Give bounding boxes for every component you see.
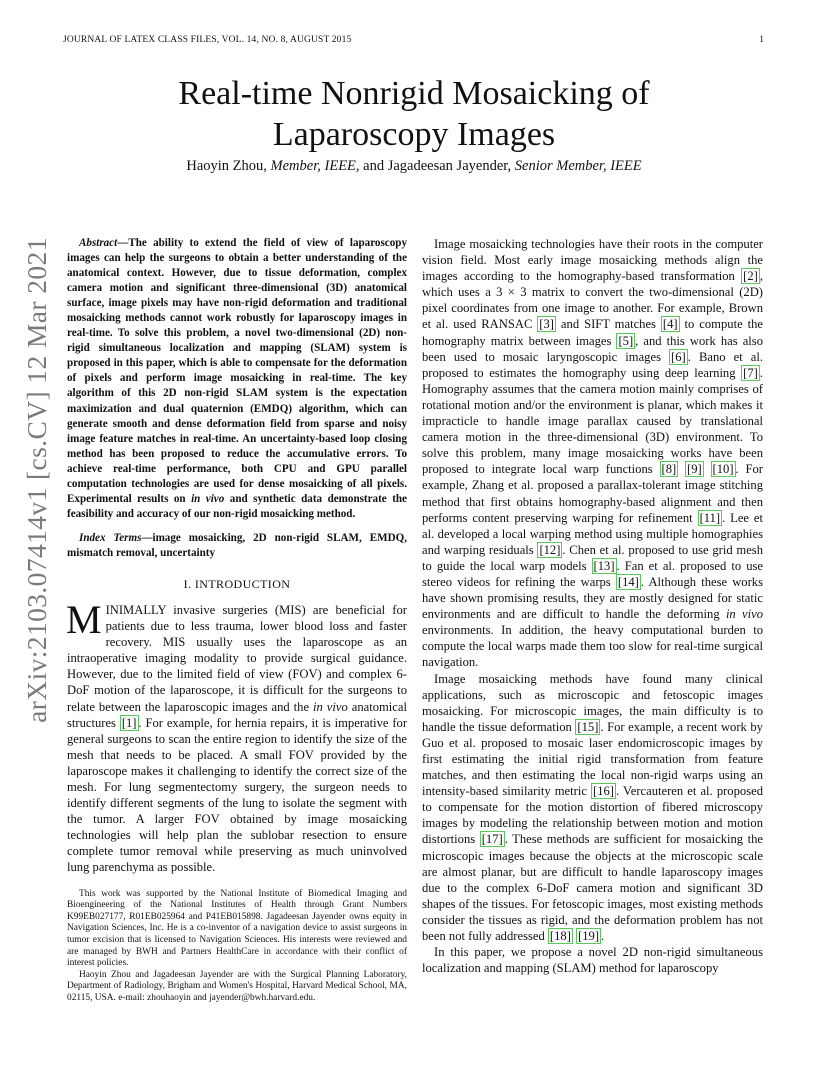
text-run: , which uses a 3 × 3 matrix to convert the two-dimensional (2D) pixel coordinates from one image to another. For example, Brown et al. used RANSAC: [422, 269, 763, 332]
text-run: . Bano et al. proposed to estimates the homography using deep learning: [422, 349, 763, 380]
intro-italic: in vivo: [313, 699, 348, 714]
citation-link[interactable]: [11]: [699, 510, 721, 525]
arxiv-stamp[interactable]: [19, 237, 55, 723]
citation-link[interactable]: [8]: [661, 462, 677, 477]
text-run: . Chen et al. proposed to use grid mesh to guide the local warp models: [422, 542, 763, 573]
text-run: . Homography assumes that the camera motion mainly comprises of rotational motion and/or the environment is planar, which makes it impracticle to handle image parallax caused by translational camera motion in the three-dimensional (3D) environment. To solve this problem, many image mosaicking works have been proposed to integrate local warp functions: [422, 365, 763, 477]
index-terms: [67, 531, 407, 561]
citation-link[interactable]: [5]: [618, 333, 634, 348]
abstract-text-2: and synthetic data demonstrate the feasibility and accuracy of our non-rigid mosaicking method.: [67, 492, 407, 520]
text-run: Image mosaicking technologies have their roots in the computer vision field. Most early image mosaicking methods align the images according to the homography-based transformation: [422, 237, 763, 284]
citation-link[interactable]: [12]: [539, 542, 561, 557]
title-line-1: Real-time Nonrigid Mosaicking of: [178, 75, 650, 112]
author-2: and Jagadeesan Jayender,: [359, 158, 515, 174]
citation-link[interactable]: [2]: [743, 269, 758, 284]
text-run: . These methods are sufficient for mosaicking the microscopic images because the objects at the microscopic scale are almost planar, but are difficult to handle laparoscopy images due to the complex 6-DoF camera motion and significant 3D shapes of the tissues. For fetoscopic images, most existing methods consider the tissues as rigid, and the deformation problem has not been not fully addressed: [422, 832, 764, 944]
text-run: . For example, Zhang et al. proposed a parallax-tolerant image stitching method that first obtains homography-based alignment and then performs content preserving warping for refinement: [422, 462, 763, 525]
abstract: [67, 236, 407, 522]
citation-link[interactable]: [15]: [577, 719, 599, 734]
dropcap-letter: M: [66, 596, 102, 642]
citation-link[interactable]: [3]: [539, 317, 554, 332]
citation-link[interactable]: [14]: [617, 574, 639, 589]
right-column: [422, 236, 763, 976]
section-heading-introduction: I. INTRODUCTION: [183, 576, 291, 591]
italic-run: in vivo: [725, 607, 763, 622]
paper-title: [130, 73, 698, 155]
author-list: [130, 158, 698, 175]
footnotes: [67, 889, 407, 1005]
citation-link[interactable]: [16]: [593, 784, 614, 799]
index-terms-text: —image mosaicking, 2D non-rigid SLAM, EMDQ, mismatch removal, uncertainty: [67, 531, 407, 559]
right-paragraph-1: [422, 236, 763, 671]
intro-text-b: anatomical structures: [67, 699, 407, 730]
intro-text-a: INIMALLY invasive surgeries (MIS) are beneficial for patients due to less trauma, lower blood loss and faster recovery. MIS usually uses the laparoscope as an intraoperative imaging modality to provide surgical guidance. However, due to the limited field of view (FOV) and complex 6-DoF motion of the laparoscope, it is difficult for the surgeons to relate between the laparoscopic images and the: [67, 602, 407, 714]
left-column: [67, 236, 407, 1005]
footnote-affiliation: Haoyin Zhou and Jagadeesan Jayender are with the Surgical Planning Laboratory, Department of Radiology, Brigham and Women's Hospital, Harvard Medical School, MA, 02115, USA. e-mail: zhouhaoyin and jayender@bwh.harvard.edu.: [67, 969, 407, 1003]
text-run: . Fan et al. proposed to use stereo videos for refining the warps: [422, 558, 763, 589]
intro-paragraph-1: [66, 596, 408, 876]
text-run: . Lee et al. developed a local warping method using multiple homographies and warping residuals: [422, 510, 763, 557]
abstract-italic: in vivo: [191, 492, 225, 505]
citation-link[interactable]: [7]: [743, 365, 758, 380]
text-run: environments. In addition, the heavy computational burden to compute the local warps made them too slow for real-time surgical navigation.: [422, 623, 763, 670]
text-run: .: [601, 929, 605, 944]
journal-header: JOURNAL OF LATEX CLASS FILES, VOL. 14, NO. 8, AUGUST 2015: [63, 35, 352, 45]
citation-link[interactable]: [17]: [481, 832, 503, 847]
citation-link[interactable]: [9]: [687, 462, 702, 477]
arxiv-stamp-text: arXiv:2103.07414v1 [cs.CV] 12 Mar 2021: [21, 237, 53, 723]
text-run: and SIFT matches: [555, 317, 661, 332]
page-number: 1: [759, 35, 764, 45]
citation-link[interactable]: [18]: [549, 929, 571, 944]
citation-link[interactable]: [4]: [662, 317, 678, 332]
text-run: . Although these works have shown promising results, they are mostly designed for static environments and are difficult to handle the deforming: [422, 574, 763, 622]
citation-link[interactable]: [1]: [121, 715, 137, 730]
citation-link[interactable]: [13]: [593, 558, 615, 573]
author-1: Haoyin Zhou,: [186, 158, 271, 174]
author-1-role: Member, IEEE,: [270, 158, 360, 174]
citation-link[interactable]: [19]: [578, 929, 600, 944]
right-paragraph-3: In this paper, we propose a novel 2D non-rigid simultaneous localization and mapping (SLAM) method for laparoscopy: [422, 945, 763, 976]
right-paragraph-2: [422, 671, 763, 945]
abstract-text-1: —The ability to extend the field of view of laparoscopy images can help the surgeons to obtain a better understanding of the anatomical context. However, due to tissue deformation, complex camera motion and significant three-dimensional (3D) anatomical surface, image pixels may have non-rigid deformation and traditional mosaicking methods cannot work robustly for laparoscopy images in real-time. To solve this problem, a novel two-dimensional (2D) non-rigid simultaneous localization and mapping (SLAM) system is proposed in this paper, which is able to compensate for the deformation of pixels and perform image mosaicking in real-time. The key algorithm of this 2D non-rigid SLAM system is the expectation maximization and dual quaternion (EMDQ) algorithm, which can generate smooth and dense deformation field from sparse and noisy image feature matches in real-time. An uncertainty-based loop closing method has been proposed to reduce the accumulative errors. To achieve real-time performance, both CPU and GPU parallel computation technologies are used for dense mosaicking of all pixels. Experimental results on: [67, 237, 407, 505]
citation-link[interactable]: [10]: [712, 462, 734, 477]
intro-text-c: . For example, for hernia repairs, it is imperative for general surgeons to scan the entire region to identify the size of the mesh that needs to be placed. A small FOV provided by the laparoscope makes it challenging to identify the correct size of the mesh. For lung segmentectomy surgery, the surgeon needs to identify different segments of the lung to isolate the segment with the tumor. A larger FOV obtained by image mosaicking technologies will help plan the sublobar resection to ensure complete tumor removal while preserving as much uninvolved lung parenchyma as possible.: [67, 715, 408, 875]
text-run: , and this work has also been used to mosaic laryngoscopic images: [422, 333, 763, 364]
title-line-2: Laparoscopy Images: [272, 116, 556, 153]
index-terms-lead: Index Terms: [79, 531, 142, 544]
text-run: . Vercauteren et al. proposed to compensate for the motion distortion of fibered microscopy images by modeling the relationship between motion and motion distortions: [422, 784, 763, 847]
footnote-funding: This work was supported by the National Institute of Biomedical Imaging and Bioengineering of the National Institutes of Health through Grant Numbers K99EB027177, R01EB025964 and P41EB015898. Jagadeesan Jayender owns equity in Navigation Sciences, Inc. He is a co-inventor of a navigation device to assist surgeons in tumor excision that is licensed to Navigation Sciences. His interests were reviewed and are managed by BWH and Partners HealthCare in accordance with their conflict of interest policies.: [67, 888, 407, 969]
text-run: . For example, a recent work by Guo et al. proposed to mosaic laser endomicroscopic images by first estimating the initial rigid transformation from feature matches, and then estimating the local non-rigid warps using an intensity-based similarity metric: [422, 719, 763, 799]
text-run: to compute the homography matrix between images: [422, 317, 763, 348]
citation-link[interactable]: [6]: [671, 349, 686, 364]
text-run: Image mosaicking methods have found many clinical applications, such as microscopic and fetoscopic images mosaicking. For microscopic images, the main difficulty is to handle the tissue deformation: [422, 671, 763, 734]
author-2-role: Senior Member, IEEE: [514, 158, 642, 174]
abstract-lead: Abstract: [79, 237, 118, 249]
